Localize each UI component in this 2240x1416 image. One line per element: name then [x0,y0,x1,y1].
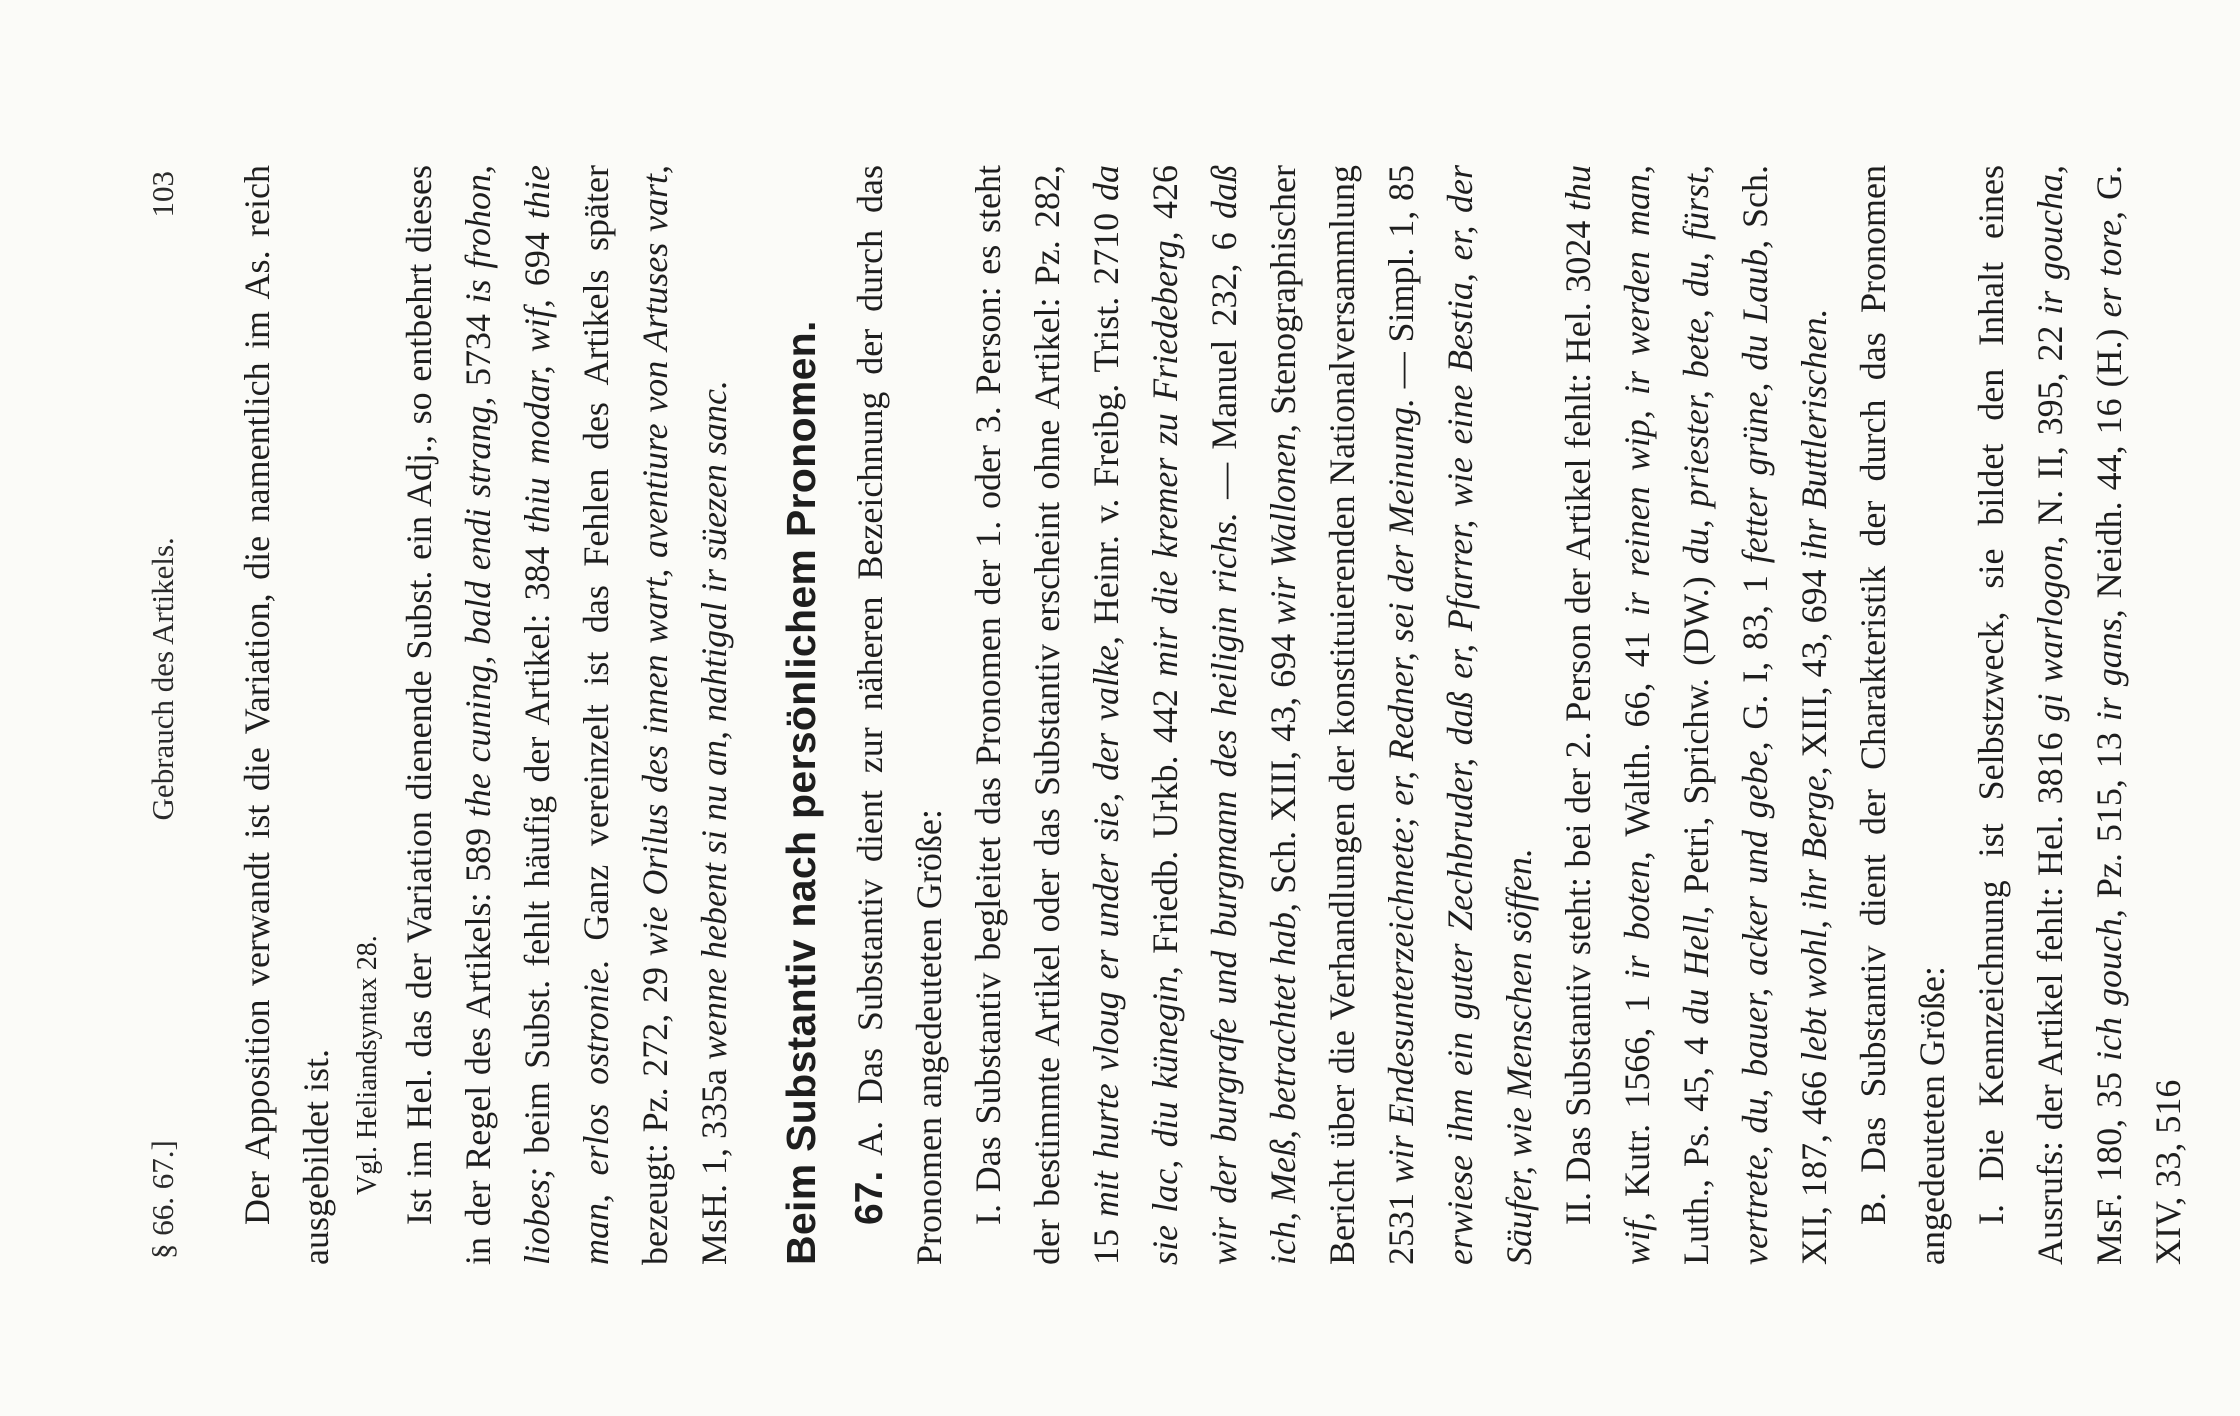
section-heading: Beim Substantiv nach persönlichem Pronomen. [778,320,824,1265]
running-head [145,171,200,1259]
body-text [228,165,2198,1265]
paragraph-apposition: Der Apposition verwandt ist die Variation, die namentlich im As. reich ausgebildet ist. [237,165,336,1265]
paragraph-67-B: B. Das Substantiv dient der Charakteristik der durch das Pronomen angedeuteten Größe: [1853,165,1952,1265]
reference-note: Vgl. Heliandsyntax 28. [352,935,383,1195]
paragraph-67: 67. A. Das Substantiv dient zur näheren Bezeichnung der durch das Pronomen angedeuteten Größe: [848,165,949,1265]
paragraph-67-I: I. Das Substantiv begleitet das Pronomen der 1. oder 3. Person: es steht der bestimmte Artikel oder das Substantiv erscheint ohne Artikel: Pz. 282, 15 mit hurte vloug er under sie, der valke, Heinr. v. Freibg. Trist. 2710 da sie lac, diu künegin, Friedb. Urkb. 442 mir die kremer zu Friedeberg, 426 wir der burgrafe und burgmann des heiligin richs. — Manuel 232, 6 daß ich, Meß, betrachtet hab, Sch. XIII, 43, 694 wir Wallonen, Stenographischer Bericht über die Verhandlungen der konstituierenden Nationalversammlung 2531 wir Endesunterzeichnete; er, Redner, sei der Meinung. — Simpl. 1, 85 erwiese ihm ein guter Zechbruder, daß er, Pfarrer, wie eine Bestia, er, der Säufer, wie Menschen söffen. [968,164,1539,1265]
paragraph-number: 67. [848,1170,891,1225]
book-page [145,164,2188,1265]
running-head-title: Gebrauch des Artikels. [145,537,180,821]
paragraph-67-B-I: I. Die Kennzeichnung ist Selbstzweck, sie bildet den Inhalt eines Ausrufs: der Artikel fehlt: Hel. 3816 gi warlogon, N. II, 395, 22 ir goucha, MsF. 180, 35 ich gouch, Pz. 515, 13 ir gans, Neidh. 44, 16 (H.) er tore, G. XIV, 33, 516 [1971,165,2188,1265]
section-reference: § 66. 67.] [145,1140,180,1259]
page-number: 103 [145,171,180,218]
paragraph-67-II: II. Das Substantiv steht: bei der 2. Person der Artikel fehlt: Hel. 3024 thu wif, Kutr. 1566, 1 ir boten, Walth. 66, 41 ir reinen wip, ir werden man, Luth., Ps. 45, 4 du Hell, Petri, Sprichw. (DW.) du, priester, bete, du, fürst, vertrete, du, bauer, acker und gebe, G. I, 83, 1 fetter grüne, du Laub, Sch. XII, 187, 466 lebt wohl, ihr Berge, XIII, 43, 694 ihr Buttlerischen. [1558,164,1834,1265]
paragraph-variation: Ist im Hel. das der Variation dienende Subst. ein Adj., so entbehrt dieses in der Regel des Artikels: 589 the cuning, bald endi strang, 5734 is frohon, liobes; beim Subst. fehlt häufig der Artikel: 384 thiu modar, wif, 694 thie man, erlos ostronie. Ganz vereinzelt ist das Fehlen des Artikels später bezeugt: Pz. 272, 29 wie Orilus des innen wart, aventiure von Artuses vart, MsH. 1, 335a wenne hebent si nu an, nahtigal ir süezen sanc. [399,164,734,1265]
